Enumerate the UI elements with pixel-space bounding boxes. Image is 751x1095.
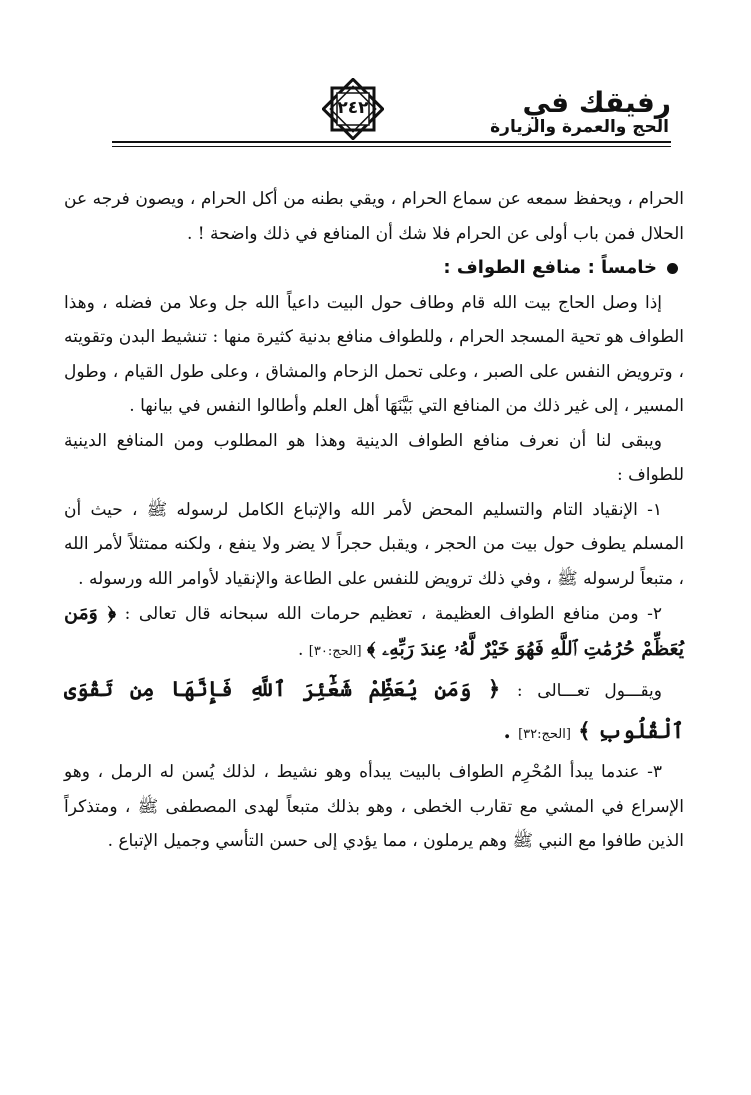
page-body xyxy=(64,182,684,859)
verse-reference-1: [الحج:٣٠] xyxy=(308,643,362,659)
page-number: ٢٤٢ xyxy=(337,98,369,118)
paragraph-7: ٣- عندما يبدأ المُحْرِم الطواف بالبيت يبدأه وهو نشيط ، لذلك يُسن له الرمل ، وهو الإسراع في المشي مع تقارب الخطى ، وهو بذلك متبعاً لهدى المصطفى ﷺ ، ومتذكراً الذين طافوا مع النبي ﷺ وهم يرملون ، مما يؤدي إلى حسن التأسي وجميل الإتباع . xyxy=(64,762,684,851)
paragraph-1: الحرام ، ويحفظ سمعه عن سماع الحرام ، ويقي بطنه من أكل الحرام ، ويصون فرجه عن الحلال فمن باب أولى عن الحرام فلا شك أن المنافع في ذلك واضحة ! . xyxy=(64,189,684,244)
quran-verse-2: ﴿ وَمَن يُعَظِّمْ شَعَٰٓئِرَ ٱللَّهِ فَإِنَّهَا مِن تَقْوَى ٱلْقُلُوبِ ﴾ xyxy=(64,676,684,743)
paragraph-4: ١- الإنقياد التام والتسليم المحض لأمر الله والإتباع الكامل لرسوله ﷺ ، حيث أن المسلم يطوف حول بيت من الحجر ، ويقبل حجراً لا يضر ولا ينفع ، ولكنه ممتثلاً لأمر الله ، متبعاً لرسوله ﷺ ، وفي ذلك ترويض للنفس على الطاعة والإنقياد لأوامر الله ورسوله . xyxy=(64,499,684,589)
quran-verse-1: ﴿ وَمَن يُعَظِّمْ حُرُمَٰتِ ٱللَّهِ فَهُوَ خَيْرٌ لَّهُۥ عِندَ رَبِّهِۦ ﴾ xyxy=(64,602,684,660)
paragraph-2: إذا وصل الحاج بيت الله قام وطاف حول البيت داعياً الله جل وعلا من فضله ، وهذا الطواف هو تحية المسجد الحرام ، وللطواف منافع بدنية كثيرة منها : تنشيط البدن وتقويته ، وترويض النفس على الصبر ، وعلى تحمل الزحام والمشاق ، وعلى طول القيام ، وطول المسير ، إلى غير ذلك من المنافع التي بَيَّنَهَا أهل العلم وأطالوا النفس في بيانها . xyxy=(64,292,684,416)
bullet-icon xyxy=(667,263,678,274)
header-rule xyxy=(112,141,671,143)
paragraph-5: ٢- ومن منافع الطواف العظيمة ، تعظيم حرمات الله سبحانه قال تعالى : ﴿ وَمَن يُعَظِّمْ حُرُمَٰتِ ٱللَّهِ فَهُوَ خَيْرٌ لَّهُۥ عِندَ رَبِّهِۦ ﴾ [الحج:٣٠] . xyxy=(64,602,684,660)
paragraph-6-text: ويقـــول تعـــالى : xyxy=(516,681,663,701)
page-number-emblem xyxy=(322,78,384,140)
header-rule-thin xyxy=(112,146,671,147)
paragraph-5-text: ٢- ومن منافع الطواف العظيمة ، تعظيم حرمات الله سبحانه قال تعالى : xyxy=(124,604,662,624)
book-title-line1: رفيقك في xyxy=(522,86,671,119)
book-title-line2: الحج والعمرة والزيارة xyxy=(490,117,669,137)
paragraph-3: ويبقى لنا أن نعرف منافع الطواف الدينية وهذا هو المطلوب ومن المنافع الدينية للطواف : xyxy=(64,430,684,485)
paragraph-6: ويقـــول تعـــالى : ﴿ وَمَن يُعَظِّمْ شَعَٰٓئِرَ ٱللَّهِ فَإِنَّهَا مِن تَقْوَى ٱلْقُلُوبِ ﴾ [الحج:٣٢] . xyxy=(64,676,684,743)
page-header xyxy=(0,0,751,150)
section-heading xyxy=(64,251,684,286)
verse-reference-2: [الحج:٣٢] xyxy=(518,727,571,742)
section-heading-text: خامساً : منافع الطواف : xyxy=(443,257,657,278)
